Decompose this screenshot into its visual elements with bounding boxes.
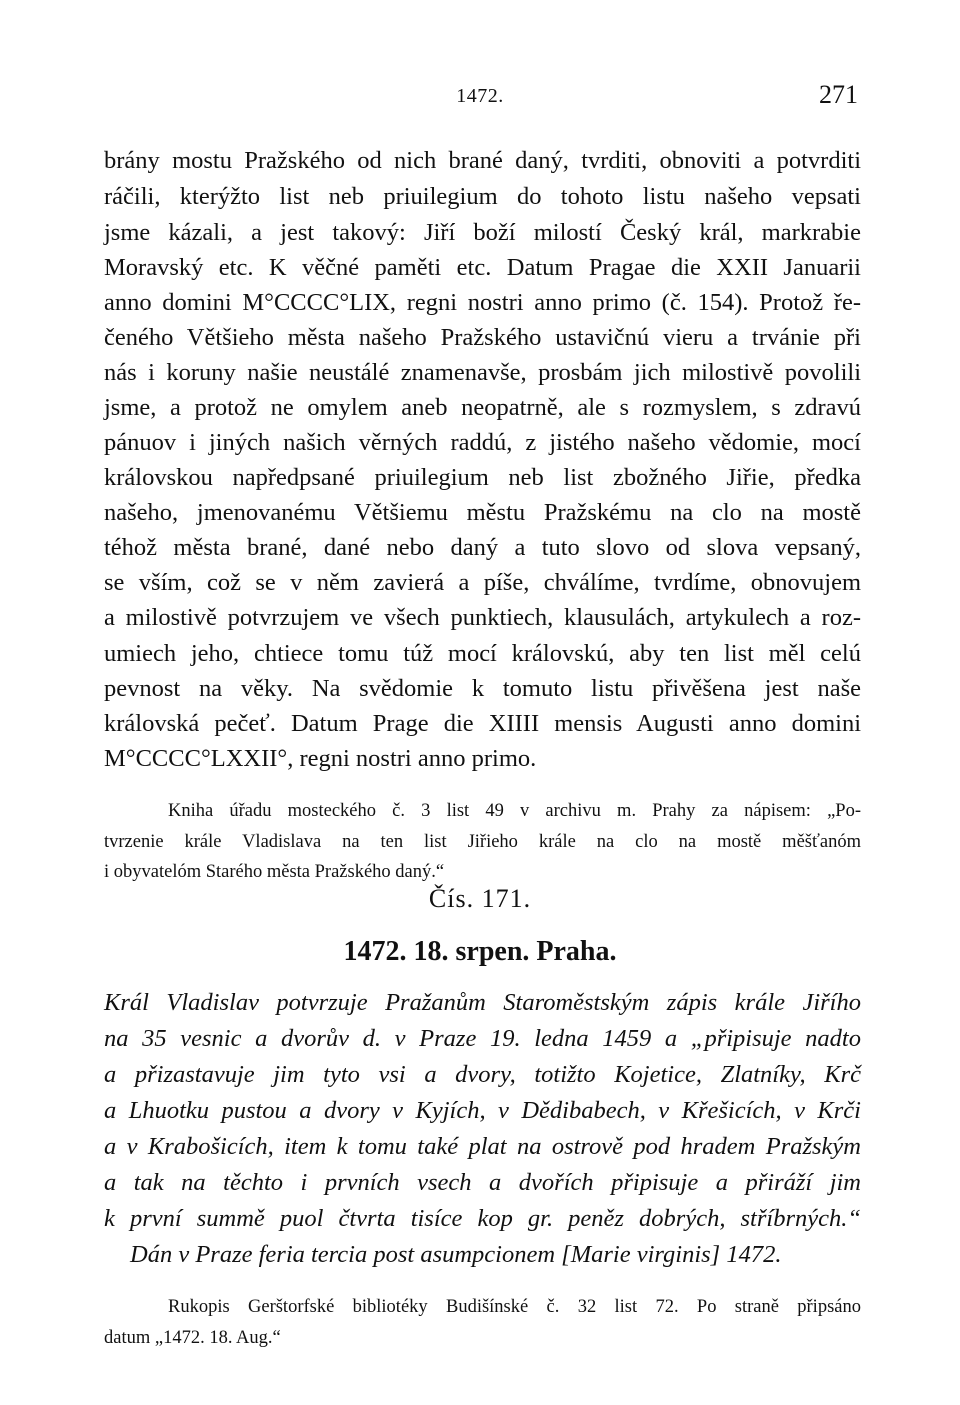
source-line: Rukopis Gerštorfské bibliotéky Budišínské č. 32 list 72. Po straně připsáno <box>168 1297 861 1317</box>
text-line: anno domini M°CCCC°LIX, regni nostri anno primo (č. 154). Protož ře- <box>104 289 861 316</box>
note-line: Kniha úřadu mosteckého č. 3 list 49 v archivu m. Prahy za nápisem: „Po- <box>168 801 861 821</box>
page-number: 271 <box>819 80 858 109</box>
document-number: Čís. 171. <box>428 884 532 913</box>
text-line: M°CCCC°LXXII°, regni nostri anno primo. <box>104 745 537 772</box>
text-line: se vším, což se v něm zavierá a píše, chválíme, tvrdíme, obnovujem <box>104 569 861 596</box>
text-line: čeného Většieho města našeho Pražského ustavičnú vieru a trvánie při <box>104 324 861 351</box>
regest-line: a Lhuotku pustou a dvory v Kyjích, v Dědibabech, v Křešicích, v Krči <box>104 1097 861 1124</box>
text-line: jsme kázali, a jest takový: Jiří boží milostí Český král, markrabie <box>104 219 861 246</box>
regest-line: k první summě puol čtvrta tisíce kop gr. peněz dobrých, stříbrných.“ <box>104 1205 861 1232</box>
text-line: našeho, jmenovanému Většiemu městu Pražskému na clo na mostě <box>104 499 861 526</box>
text-line: pevnost na věky. Na svědomie k tomuto listu přivěšena jest naše <box>104 675 861 702</box>
text-line: Moravský etc. K věčné paměti etc. Datum Pragae die XXII Januarii <box>104 254 861 281</box>
text-line: téhož města brané, dané nebo daný a tuto slovo od slova vepsaný, <box>104 534 861 561</box>
text-line: královskou napředpsané priuilegium neb list zbožného Jiřie, předka <box>104 464 861 491</box>
regest-line: na 35 vesnic a dvorův d. v Praze 19. ledna 1459 a „připisuje nadto <box>104 1025 861 1052</box>
regest-line: a v Krabošicích, item k tomu také plat na ostrově pod hradem Pražským <box>104 1133 861 1160</box>
text-line: a milostivě potvrzujem ve všech punktiech, klausulách, artykulech a roz- <box>104 604 861 631</box>
note-line: tvrzenie krále Vladislava na ten list Jiřieho krále na clo na mostě měšťanóm <box>104 832 861 852</box>
text-line: pánuov i jiných našich věrných raddú, z jistého našeho vědomie, mocí <box>104 429 861 456</box>
text-line: brány mostu Pražského od nich brané daný, tvrditi, obnoviti a potvrditi <box>104 147 861 174</box>
text-line: nás i koruny našie neustálé znamenavše, prosbám jich milostivě povolili <box>104 359 861 386</box>
running-header-year: 1472. <box>456 85 504 107</box>
regest-line: Dán v Praze feria tercia post asumpcionem [Marie virginis] 1472. <box>130 1241 782 1268</box>
source-line: datum „1472. 18. Aug.“ <box>104 1328 281 1348</box>
text-line: královská pečeť. Datum Prage die XIIII mensis Augusti anno domini <box>104 710 861 737</box>
text-line: umiech jeho, chtiece tomu túž mocí královskú, aby ten list měl celú <box>104 640 861 667</box>
regest-line: a tak na těchto i prvních vsech a dvořích připisuje a přiráží jim <box>104 1169 861 1196</box>
document-date-heading: 1472. 18. srpen. Praha. <box>343 936 617 967</box>
text-line: ráčili, kterýžto list neb priuilegium do tohoto listu našeho vepsati <box>104 183 861 210</box>
note-line: i obyvatelóm Starého města Pražského daný.“ <box>104 862 445 882</box>
text-line: jsme, a protož ne omylem aneb neopatrně, ale s rozmyslem, s zdravú <box>104 394 861 421</box>
regest-line: a přizastavuje jim tyto vsi a dvory, totižto Kojetice, Zlatníky, Krč <box>104 1061 861 1088</box>
regest-line: Král Vladislav potvrzuje Pražanům Staroměstským zápis krále Jiřího <box>104 989 861 1016</box>
